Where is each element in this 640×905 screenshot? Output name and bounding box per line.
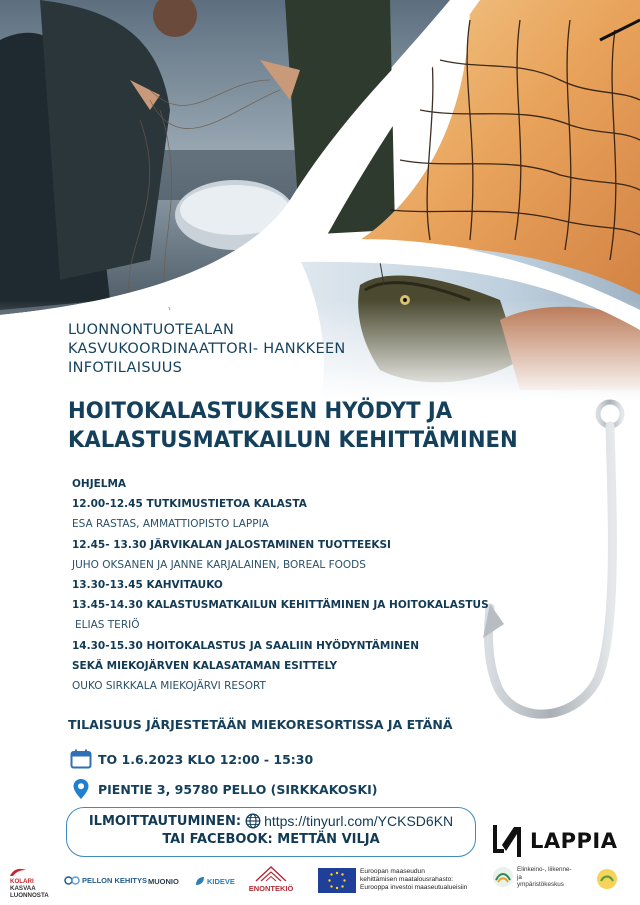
event-pretitle — [68, 321, 346, 378]
facebook-text: TAI FACEBOOK: METTÄN VILJA — [162, 832, 380, 847]
eu-logo — [318, 868, 480, 893]
map-pin-icon — [68, 778, 94, 800]
event-note: TILAISUUS JÄRJESTETÄÄN MIEKORESORTISSA JA ETÄNÄ — [68, 717, 453, 732]
calendar-icon — [68, 748, 94, 770]
partner-logos — [0, 862, 640, 905]
lappia-logo — [490, 823, 617, 859]
ely-logo — [492, 866, 577, 889]
lappia-name: LAPPIA — [530, 829, 618, 853]
kolari-swoosh-icon — [10, 868, 26, 876]
ely-text — [517, 866, 577, 889]
program-speaker: ELIAS TERIÖ — [75, 619, 140, 632]
program-item: 12.45- 13.30 JÄRVIKALAN JALOSTAMINEN TUOTTEEKSI — [72, 538, 391, 551]
registration-line — [67, 813, 475, 829]
program-item: SEKÄ MIEKOJÄRVEN KALASATAMAN ESITTELY — [72, 659, 338, 672]
ely-emblem-icon — [492, 866, 514, 888]
event-location — [68, 778, 378, 800]
enontekio-mountain-icon — [254, 866, 288, 882]
muonio-name: MUONIO — [148, 877, 179, 886]
eu-text — [360, 868, 480, 892]
program-item: 13.45-14.30 KALASTUSMATKAILUN KEHITTÄMINEN JA HOITOKALASTUS — [72, 599, 489, 612]
eu-line: Euroopan maaseudun — [360, 868, 425, 875]
pretitle-line: LUONNONTUOTEALAN — [68, 322, 235, 338]
lappia-mark-icon — [490, 823, 524, 859]
event-date — [68, 748, 313, 770]
kideve-leaf-icon — [195, 876, 205, 886]
kolari-line: KASVAA — [10, 885, 36, 892]
registration-link[interactable]: https://tinyurl.com/YCKSD6KN — [264, 813, 454, 829]
muonio-logo — [148, 877, 179, 886]
program-speaker: JUHO OKSANEN JA JANNE KARJALAINEN, BOREAL FOODS — [72, 558, 366, 571]
program-item: 12.00-12.45 TUTKIMUSTIETOA KALASTA — [72, 498, 307, 511]
program-speaker: ESA RASTAS, AMMATTIOPISTO LAPPIA — [72, 518, 269, 531]
round-partner-logo-icon — [596, 868, 618, 890]
title-line: KALASTUSMATKAILUN KEHITTÄMINEN — [68, 427, 518, 453]
program-item: 13.30-13.45 KAHVITAUKO — [72, 578, 223, 591]
pello-rings-icon — [64, 876, 80, 885]
enontekio-logo — [246, 866, 296, 893]
kideve-name: KIDEVE — [207, 876, 235, 886]
kolari-line: KOLARI — [10, 878, 34, 885]
registration-box — [66, 807, 476, 857]
enontekio-name: ENONTEKIÖ — [248, 884, 294, 893]
event-location-text: PIENTIE 3, 95780 PELLO (SIRKKAKOSKI) — [98, 781, 378, 797]
eu-line: Eurooppa investoi maaseutualueisiin — [360, 884, 468, 891]
pretitle-line: KASVUKOORDINAATTORI- HANKKEEN — [68, 341, 346, 357]
ely-line: Elinkeino-, liikenne- ja — [517, 866, 572, 881]
pello-name: PELLON KEHITYS — [82, 876, 148, 885]
ely-line: ympäristökeskus — [517, 881, 564, 888]
registration-label: ILMOITTAUTUMINEN: — [88, 813, 242, 829]
program-heading: OHJELMA — [72, 478, 127, 490]
globe-icon — [245, 813, 261, 829]
title-line: HOITOKALASTUKSEN HYÖDYT JA — [68, 398, 453, 424]
pello-logo — [64, 876, 147, 885]
pretitle-line: INFOTILAISUUS — [68, 360, 183, 376]
eu-flag-icon — [318, 868, 356, 893]
program-item: 14.30-15.30 HOITOKALASTUS JA SAALIIN HYÖDYNTÄMINEN — [72, 639, 420, 652]
kideve-logo — [195, 876, 235, 886]
program-list — [72, 474, 502, 696]
eu-line: kehittämisen maatalousrahasto: — [360, 876, 454, 883]
program-speaker: OUKO SIRKKALA MIEKOJÄRVI RESORT — [72, 679, 266, 692]
kolari-line: LUONNOSTA — [10, 892, 49, 899]
event-date-text: TO 1.6.2023 KLO 12:00 - 15:30 — [98, 751, 314, 767]
kolari-logo — [10, 868, 49, 899]
